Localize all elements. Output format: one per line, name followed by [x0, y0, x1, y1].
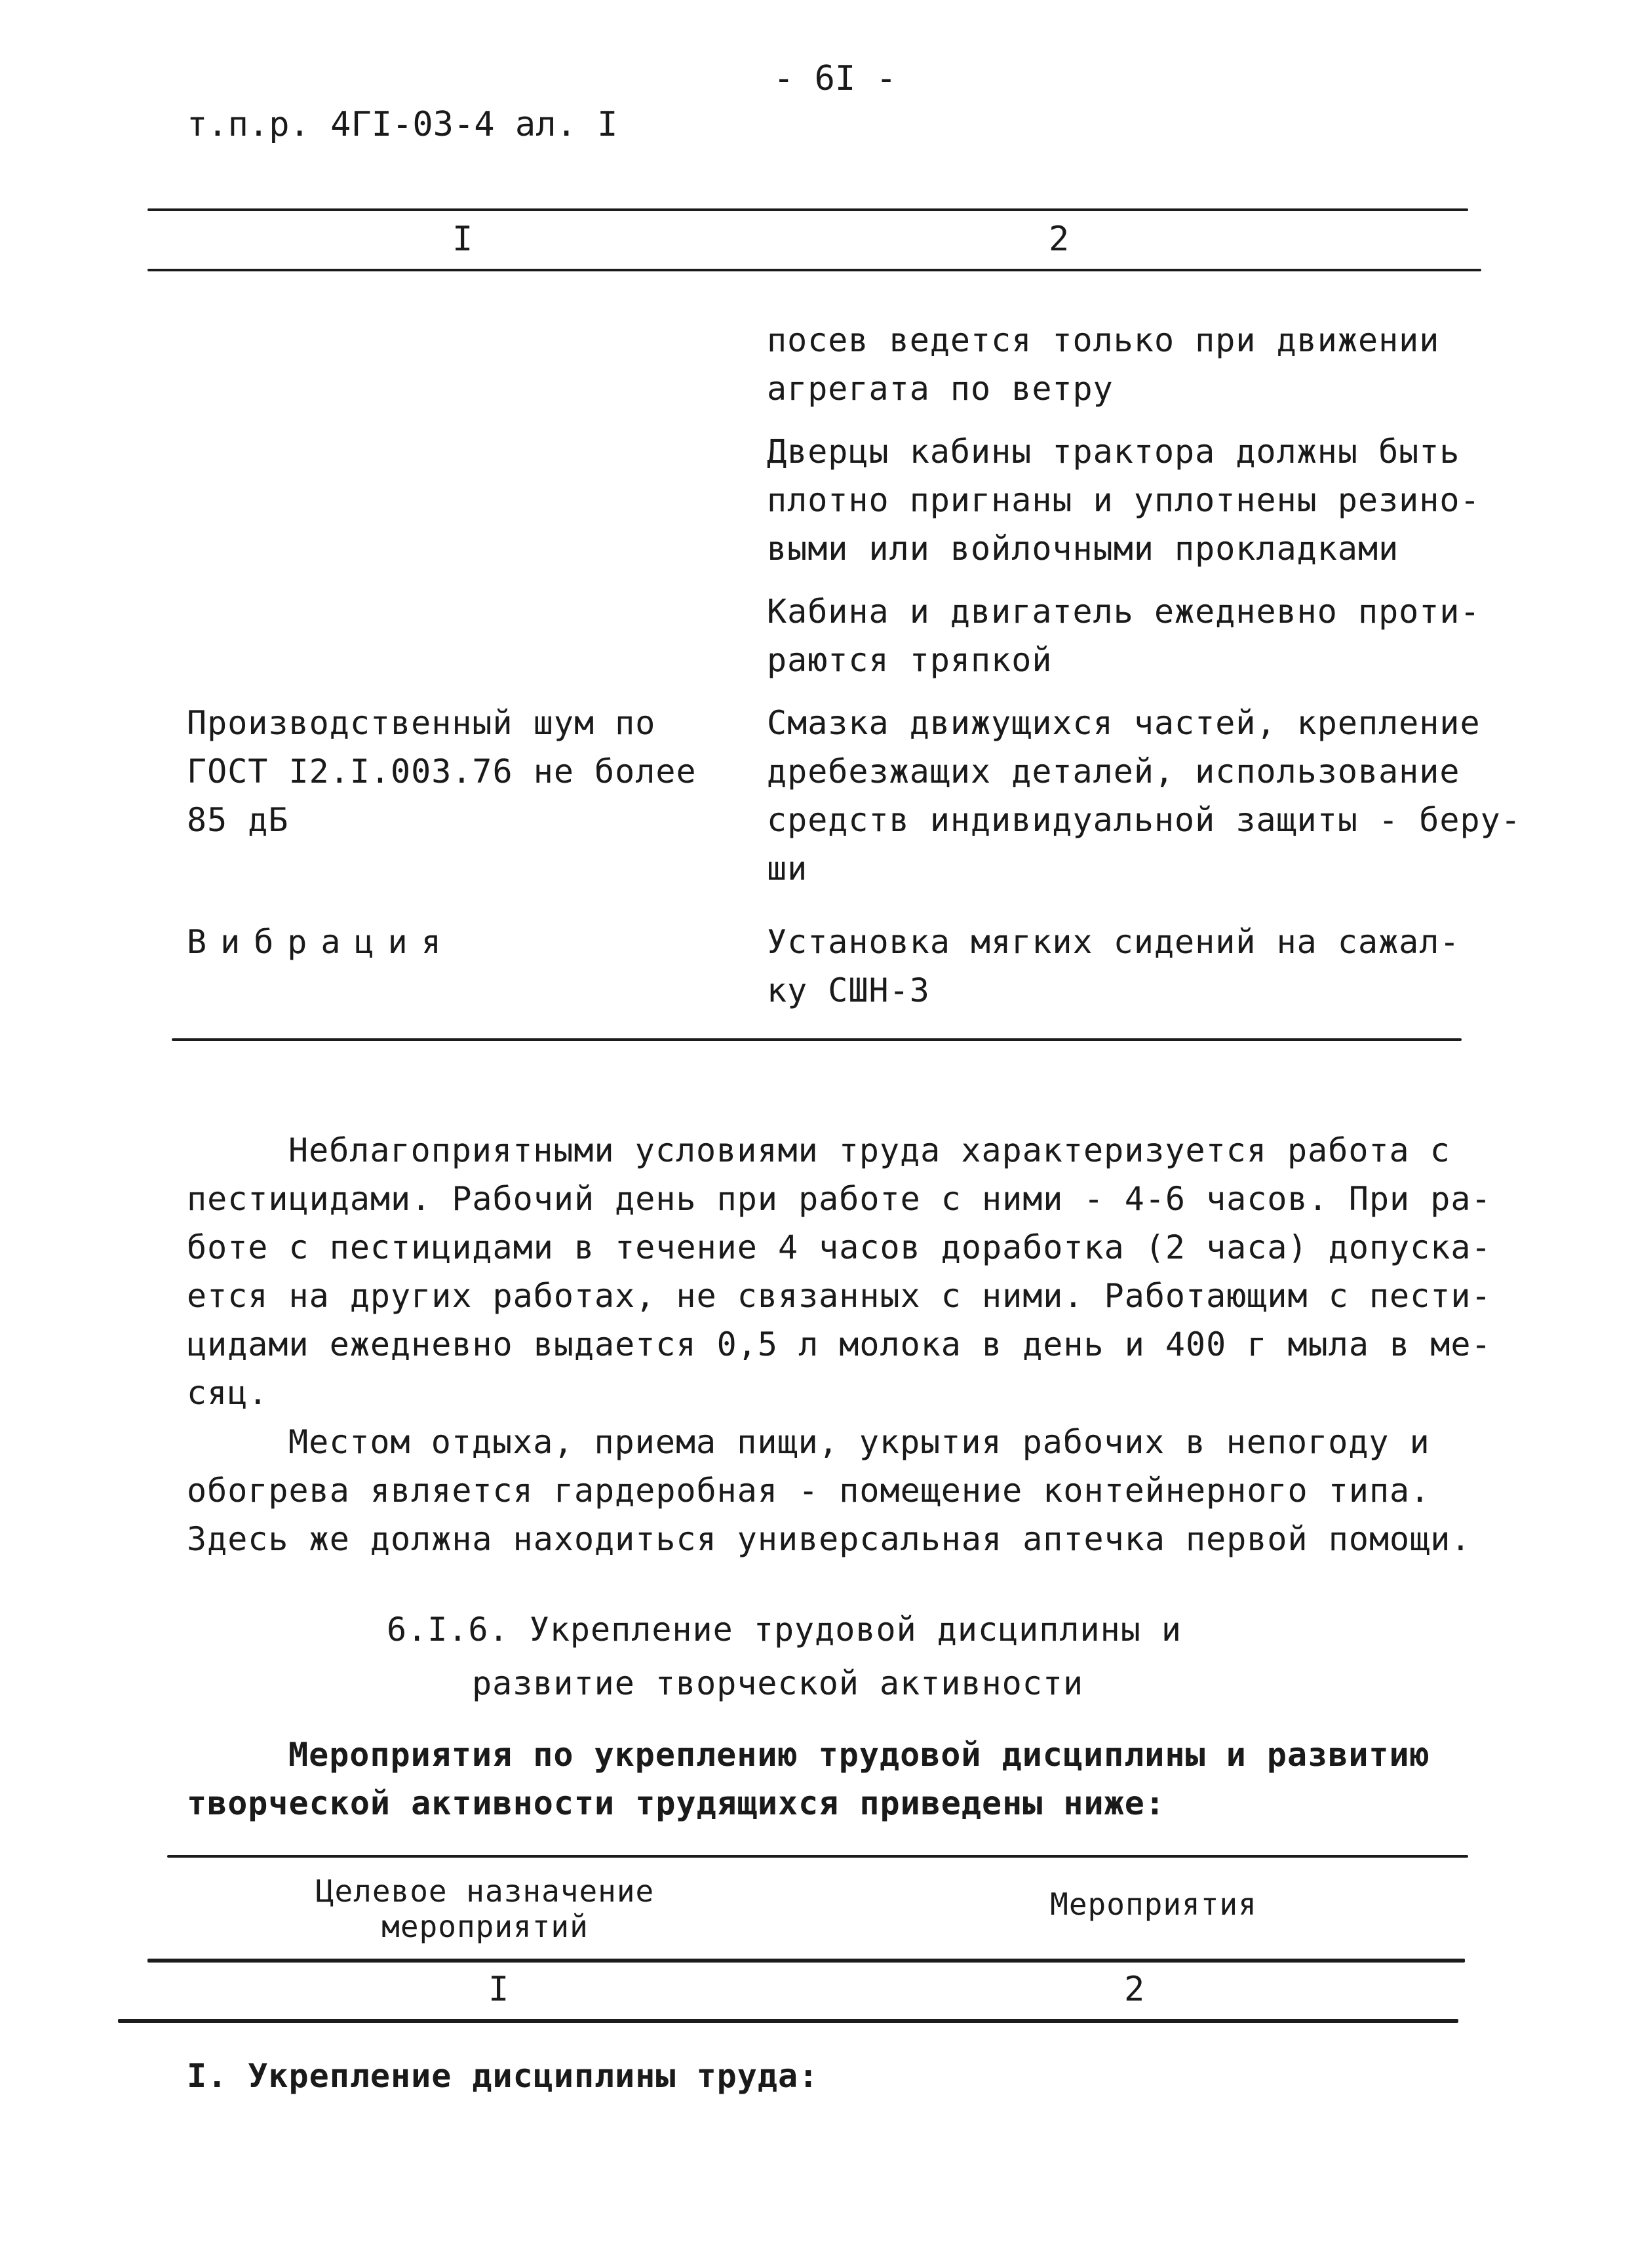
table-top-rule: [147, 208, 1468, 211]
document-reference: т.п.р. 4ГI-03-4 ал. I: [187, 105, 618, 144]
measure-text: Кабина и двигатель ежедневно проти- раются тряпкой: [767, 593, 1481, 679]
measure-text: посев ведется только при движении агрегата по ветру: [767, 321, 1440, 408]
table-row-first: I. Укрепление дисциплины труда:: [187, 2057, 819, 2095]
table-top-rule: [167, 1855, 1468, 1858]
table-header-rule: [147, 1959, 1465, 1963]
hazard-factor: Производственный шум по ГОСТ I2.I.003.76 не более 85 дБ: [187, 704, 697, 839]
paragraph-working-conditions: Неблагоприятными условиями труда характеризуется работа с пестицидами. Рабочий день при работе с ними - 4-6 часов. При ра- боте с пестицидами в течение 4 часов доработка (2 часа) допуска- ется на других работах, не связанных с ними. Работающим с пести- цидами ежедневно выдается 0,5 л молока в день и 400 г мыла в ме- сяц.: [187, 1131, 1492, 1412]
header-measures: Мероприятия: [1050, 1887, 1257, 1922]
measure-text: Дверцы кабины трактора должны быть плотно пригнаны и уплотнены резино- выми или войлочными прокладками: [767, 433, 1481, 568]
table-bottom-rule: [172, 1038, 1462, 1041]
column-number-rule: [118, 2019, 1458, 2023]
paragraph-rest-place: Местом отдыха, приема пищи, укрытия рабочих в непогоду и обогрева является гардеробная - помещение контейнерного типа. Здесь же должна находиться универсальная аптечка первой помощи.: [187, 1423, 1471, 1558]
hazard-factor: Вибрация: [187, 923, 455, 961]
column-number-rule: [147, 269, 1481, 271]
section-heading: 6.I.6. Укрепление трудовой дисциплины и развитие творческой активности: [387, 1611, 1182, 1702]
header-target-purpose: Целевое назначение мероприятий: [315, 1873, 655, 1944]
column-number-1: I: [488, 1970, 509, 2009]
measure-text: Смазка движущихся частей, крепление дребезжащих деталей, использование средств индивидуальной защиты - беру- ши: [767, 704, 1521, 888]
page-number: - 6I -: [773, 59, 897, 98]
column-number-2: 2: [1124, 1970, 1145, 2009]
column-number-1: I: [452, 220, 473, 259]
paragraph-intro: Мероприятия по укреплению трудовой дисциплины и развитию творческой активности трудящихся приведены ниже:: [187, 1736, 1430, 1822]
measure-text: Установка мягких сидений на сажал- ку СШН-3: [767, 923, 1460, 1009]
column-number-2: 2: [1049, 220, 1070, 259]
